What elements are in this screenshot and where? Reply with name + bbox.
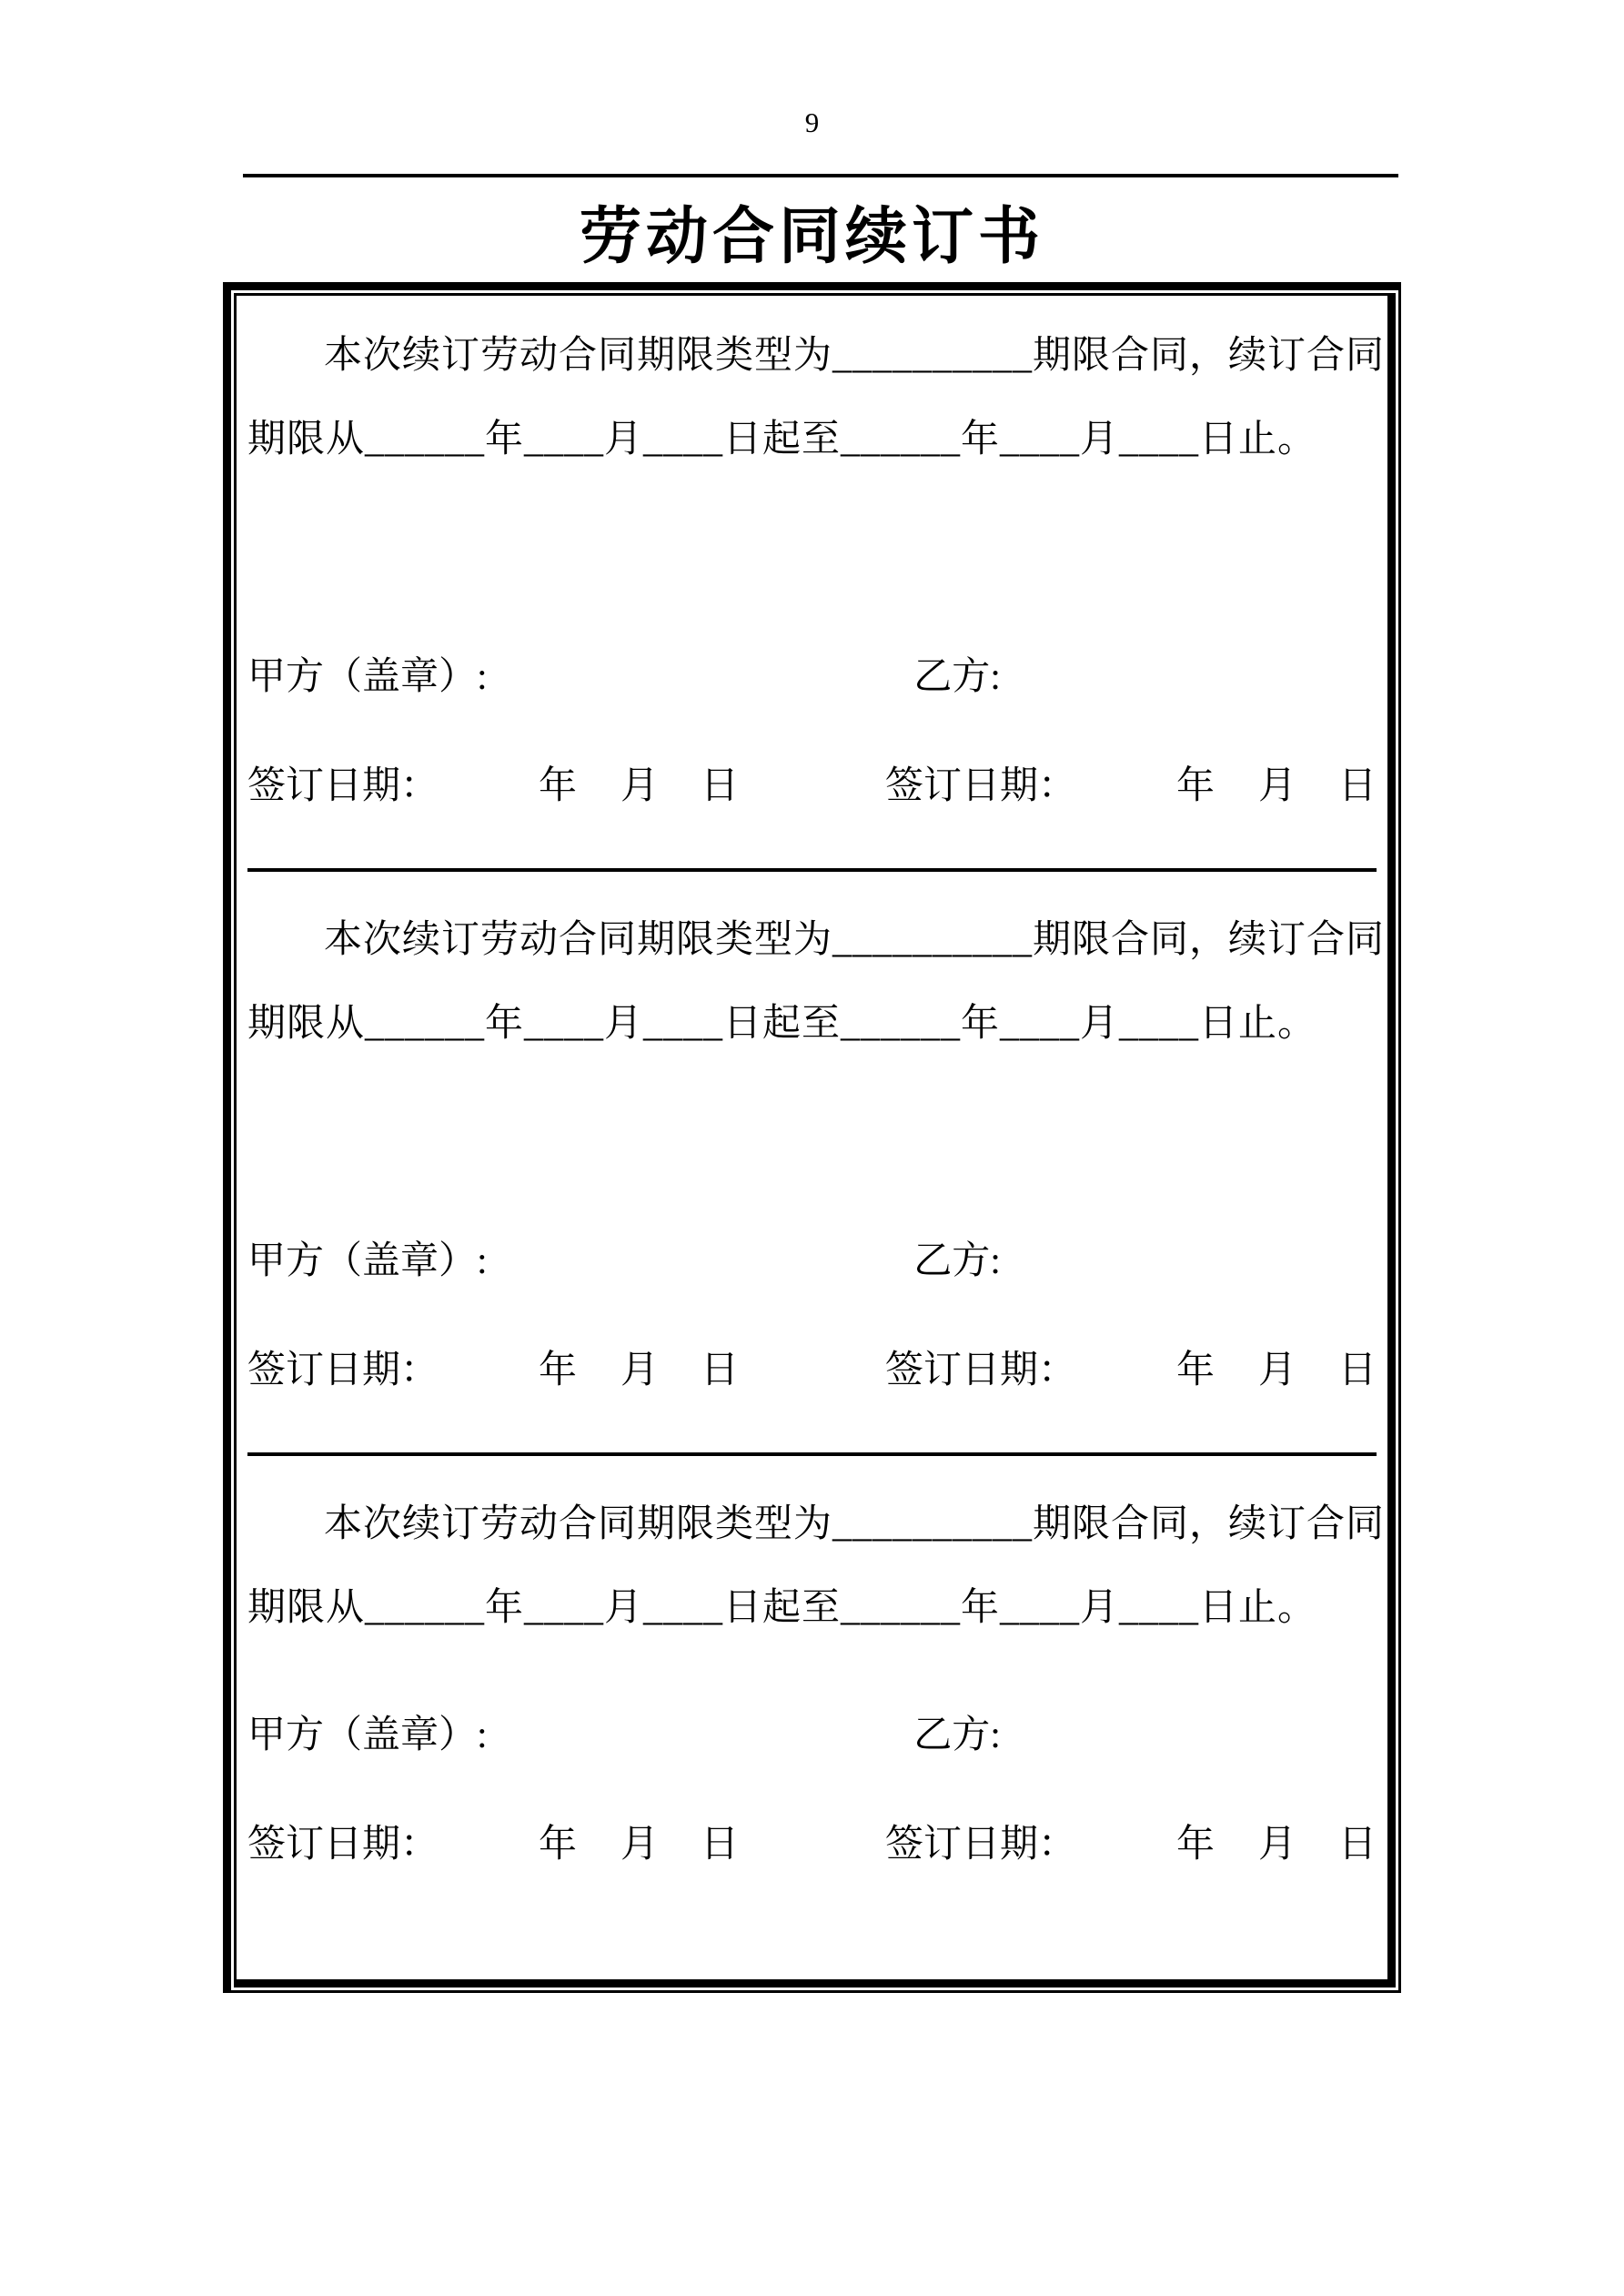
party-b-label: 乙方: [913, 656, 1001, 698]
sign-date-right [885, 1348, 1377, 1393]
parties-row [247, 1713, 1377, 1758]
year-label: 年 [539, 1350, 578, 1391]
sign-date-label: 签订日期： [247, 1350, 439, 1391]
year-label: 年 [1175, 765, 1215, 807]
page-title: 劳动合同续订书 [579, 201, 1044, 273]
month-label: 月 [1257, 765, 1296, 807]
parties-row [247, 654, 1377, 700]
day-label: 日 [701, 1824, 740, 1866]
sign-date-left [247, 764, 885, 809]
sign-date-label: 签订日期： [884, 1824, 1076, 1866]
term-type-sentence-line1: 本次续订劳动合同期限类型为__________期限合同，续订合同 [324, 919, 1386, 961]
month-label: 月 [1257, 1824, 1296, 1866]
renewal-section-3 [247, 1482, 1386, 1867]
sign-date-row [247, 1822, 1377, 1867]
term-type-sentence-line1: 本次续订劳动合同期限类型为__________期限合同，续订合同 [324, 335, 1386, 377]
renewal-section-2 [247, 898, 1386, 1393]
section-divider [247, 1452, 1377, 1456]
header-rule-divider [243, 174, 1398, 177]
party-b-label: 乙方: [913, 1240, 1001, 1282]
section-divider [247, 868, 1377, 872]
year-label: 年 [1175, 1350, 1215, 1391]
sign-date-label: 签订日期： [247, 1824, 439, 1866]
sign-date-right [885, 764, 1377, 809]
month-label: 月 [620, 765, 660, 807]
day-label: 日 [1337, 1824, 1377, 1866]
party-a-label: 甲方（盖章）: [247, 1714, 488, 1756]
month-label: 月 [1257, 1350, 1296, 1391]
day-label: 日 [1337, 765, 1377, 807]
month-label: 月 [620, 1824, 660, 1866]
term-period-sentence-line2: 期限从______年____月____日起至______年____月____日止。 [247, 419, 1317, 460]
sign-date-label: 签订日期： [884, 765, 1076, 807]
sign-date-row [247, 1348, 1377, 1393]
term-period-sentence-line2: 期限从______年____月____日起至______年____月____日止。 [247, 1003, 1317, 1045]
year-label: 年 [539, 1824, 578, 1866]
sign-date-label: 签订日期： [884, 1350, 1076, 1391]
term-type-sentence-line1: 本次续订劳动合同期限类型为__________期限合同，续订合同 [324, 1503, 1386, 1545]
month-label: 月 [620, 1350, 660, 1391]
party-a-label: 甲方（盖章）: [247, 1240, 488, 1282]
contract-form-box-inner [234, 293, 1396, 1988]
renewal-section-1 [247, 314, 1386, 809]
term-period-sentence-line2: 期限从______年____月____日起至______年____月____日止。 [247, 1587, 1317, 1629]
parties-row [247, 1239, 1377, 1284]
day-label: 日 [701, 1350, 740, 1391]
page-number: 9 [804, 106, 820, 138]
contract-form-box [223, 282, 1401, 1993]
sign-date-row [247, 764, 1377, 809]
party-a-label: 甲方（盖章）: [247, 656, 488, 698]
sign-date-right [885, 1822, 1377, 1867]
day-label: 日 [1337, 1350, 1377, 1391]
year-label: 年 [539, 765, 578, 807]
party-b-label: 乙方: [913, 1714, 1001, 1756]
sign-date-left [247, 1822, 885, 1867]
day-label: 日 [701, 765, 740, 807]
year-label: 年 [1175, 1824, 1215, 1866]
sign-date-label: 签订日期： [247, 765, 439, 807]
sign-date-left [247, 1348, 885, 1393]
